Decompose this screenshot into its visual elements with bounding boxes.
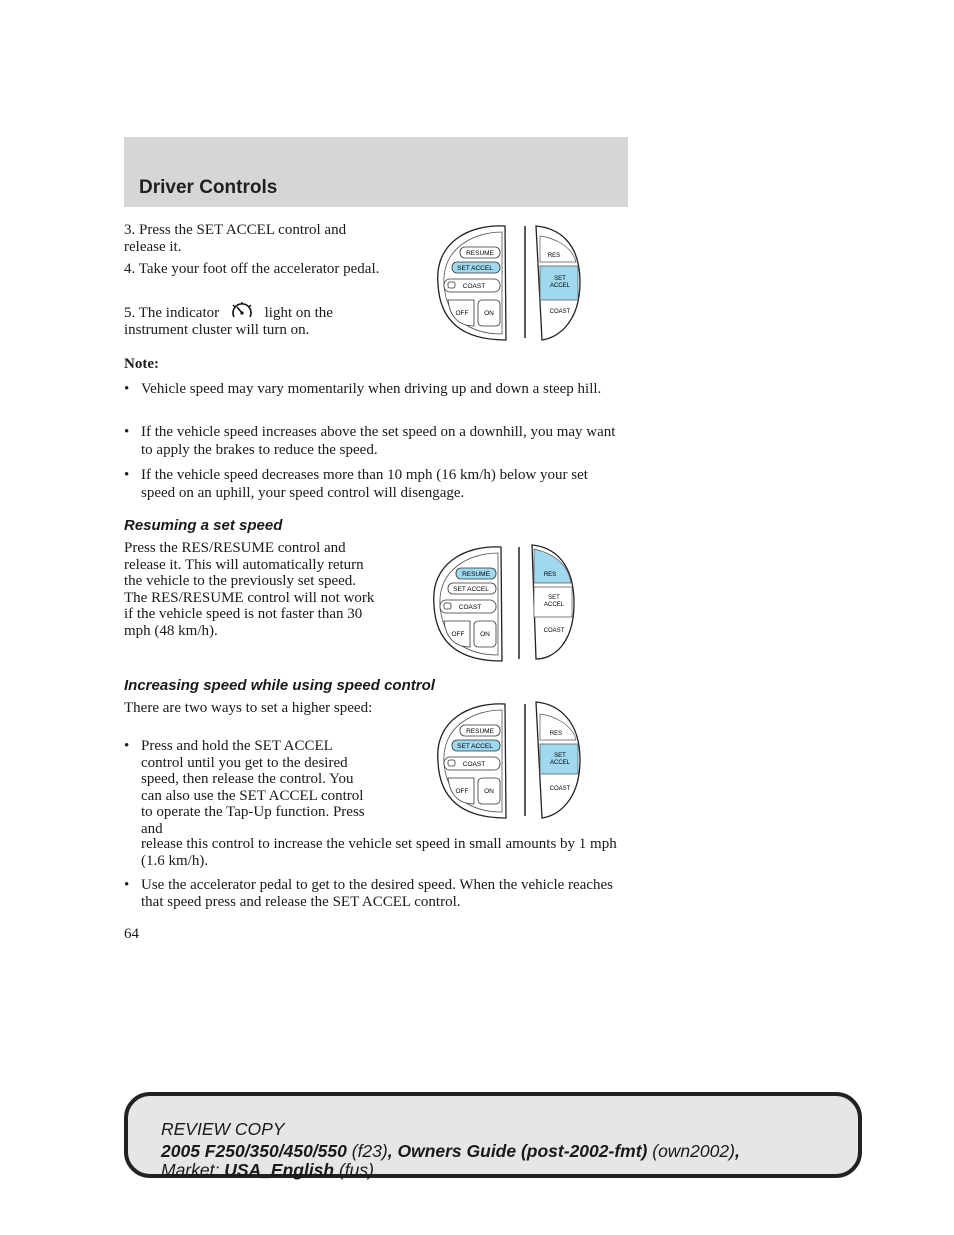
note-item: • If the vehicle speed decreases more than 10 mph (16 km/h) below your set speed on an uphill, your speed control will disengage. bbox=[124, 467, 588, 501]
diagram-label-set: SET bbox=[554, 276, 566, 282]
diagram-label-on: ON bbox=[484, 788, 494, 795]
note-item-text: Vehicle speed may vary momentarily when driving up and down a steep hill. bbox=[141, 381, 602, 397]
diagram-label-coast-right: COAST bbox=[549, 786, 571, 792]
increasing-bullet-1: • Press and hold the SET ACCEL control until you get to the desired speed, then release the control. You can also use the SET ACCEL control to operate the Tap-Up function. Press and bbox=[124, 738, 365, 837]
step-5-text-b: light on the instrument cluster will turn on. bbox=[124, 305, 333, 338]
note-label: Note: bbox=[124, 356, 159, 372]
note-item-text: If the vehicle speed decreases more than 10 mph (16 km/h) below your set speed on an uphill, your speed control will disengage. bbox=[141, 467, 588, 501]
diagram-label-set: SET bbox=[554, 753, 566, 759]
speed-control-diagram-set-accel bbox=[430, 222, 590, 347]
diagram-label-coast: COAST bbox=[458, 604, 482, 611]
diagram-label-accel: ACCEL bbox=[549, 283, 571, 289]
footer-market-value: USA_English bbox=[224, 1160, 335, 1180]
diagram-label-off: OFF bbox=[455, 310, 469, 317]
diagram-label-off: OFF bbox=[455, 788, 469, 795]
footer-review-copy: REVIEW COPY bbox=[161, 1119, 285, 1139]
diagram-label-coast: COAST bbox=[462, 761, 486, 768]
diagram-label-coast: COAST bbox=[462, 283, 486, 290]
diagram-label-resume: RESUME bbox=[462, 571, 490, 578]
speed-control-diagram-increase bbox=[430, 700, 590, 825]
section-title: Driver Controls bbox=[139, 177, 278, 198]
footer-market-label: Market: bbox=[161, 1160, 225, 1180]
note-item: • If the vehicle speed increases above the set speed on a downhill, you may want to apply the brakes to reduce the speed. bbox=[124, 424, 616, 458]
page-number: 64 bbox=[124, 926, 139, 942]
footer-market-code: (fus) bbox=[334, 1160, 374, 1180]
step-5 bbox=[124, 301, 384, 338]
step-5-text-a: 5. The indicator bbox=[124, 305, 220, 321]
resuming-body: Press the RES/RESUME control and release it. This will automatically return the vehicle to the previously set speed. The RES/RESUME control will not work if the vehicle speed is not faster than 30 mph (48 km/h). bbox=[124, 540, 375, 639]
diagram-label-accel: ACCEL bbox=[549, 760, 571, 766]
diagram-label-res: RES bbox=[543, 572, 557, 578]
speed-control-diagram-resume bbox=[426, 543, 586, 668]
diagram-label-set-accel: SET ACCEL bbox=[457, 743, 493, 750]
diagram-label-set-accel: SET ACCEL bbox=[457, 265, 493, 272]
diagram-label-set-accel: SET ACCEL bbox=[453, 586, 489, 593]
diagram-label-on: ON bbox=[484, 310, 494, 317]
diagram-label-resume: RESUME bbox=[466, 250, 494, 257]
diagram-label-res: RES bbox=[549, 731, 563, 737]
diagram-label-coast-right: COAST bbox=[549, 309, 571, 315]
footer-sep-1: , bbox=[387, 1141, 398, 1161]
increasing-bullet-2: • Use the accelerator pedal to get to the desired speed. When the vehicle reaches that speed press and release the SET ACCEL control. bbox=[124, 877, 614, 910]
increasing-bullet-2-text: Use the accelerator pedal to get to the desired speed. When the vehicle reaches that speed press and release the SET ACCEL control. bbox=[141, 877, 614, 910]
resuming-heading: Resuming a set speed bbox=[124, 517, 283, 534]
diagram-label-res: RES bbox=[547, 253, 561, 259]
footer-market bbox=[161, 1160, 374, 1181]
footer-document-info bbox=[161, 1141, 740, 1162]
increasing-bullet-1-text: Press and hold the SET ACCEL control until you get to the desired speed, then release the control. You can also use the SET ACCEL control to operate the Tap-Up function. Press and bbox=[141, 738, 365, 837]
footer-guide: Owners Guide (post-2002-fmt) bbox=[397, 1141, 648, 1161]
diagram-label-accel: ACCEL bbox=[543, 602, 565, 608]
footer-model-code: (f23) bbox=[346, 1141, 388, 1161]
diagram-label-off: OFF bbox=[451, 631, 465, 638]
footer-guide-code: (own2002) bbox=[647, 1141, 735, 1161]
diagram-label-coast-right: COAST bbox=[543, 628, 565, 634]
note-item: • Vehicle speed may vary momentarily when driving up and down a steep hill. bbox=[124, 381, 602, 397]
diagram-label-resume: RESUME bbox=[466, 728, 494, 735]
increasing-intro: There are two ways to set a higher speed: bbox=[124, 700, 373, 716]
note-item-text: If the vehicle speed increases above the set speed on a downhill, you may want to apply the brakes to reduce the speed. bbox=[141, 424, 616, 458]
footer-sep-2: , bbox=[734, 1141, 740, 1161]
step-3: 3. Press the SET ACCEL control and release it. bbox=[124, 222, 347, 255]
step-4: 4. Take your foot off the accelerator pedal. bbox=[124, 261, 380, 277]
diagram-label-set: SET bbox=[548, 595, 560, 601]
footer-model: 2005 F250/350/450/550 bbox=[161, 1141, 347, 1161]
speed-control-indicator-icon bbox=[229, 301, 255, 319]
increasing-heading: Increasing speed while using speed control bbox=[124, 677, 435, 694]
diagram-label-on: ON bbox=[480, 631, 490, 638]
increasing-bullet-1-cont: release this control to increase the vehicle set speed in small amounts by 1 mph (1.6 km/h). bbox=[141, 836, 617, 869]
